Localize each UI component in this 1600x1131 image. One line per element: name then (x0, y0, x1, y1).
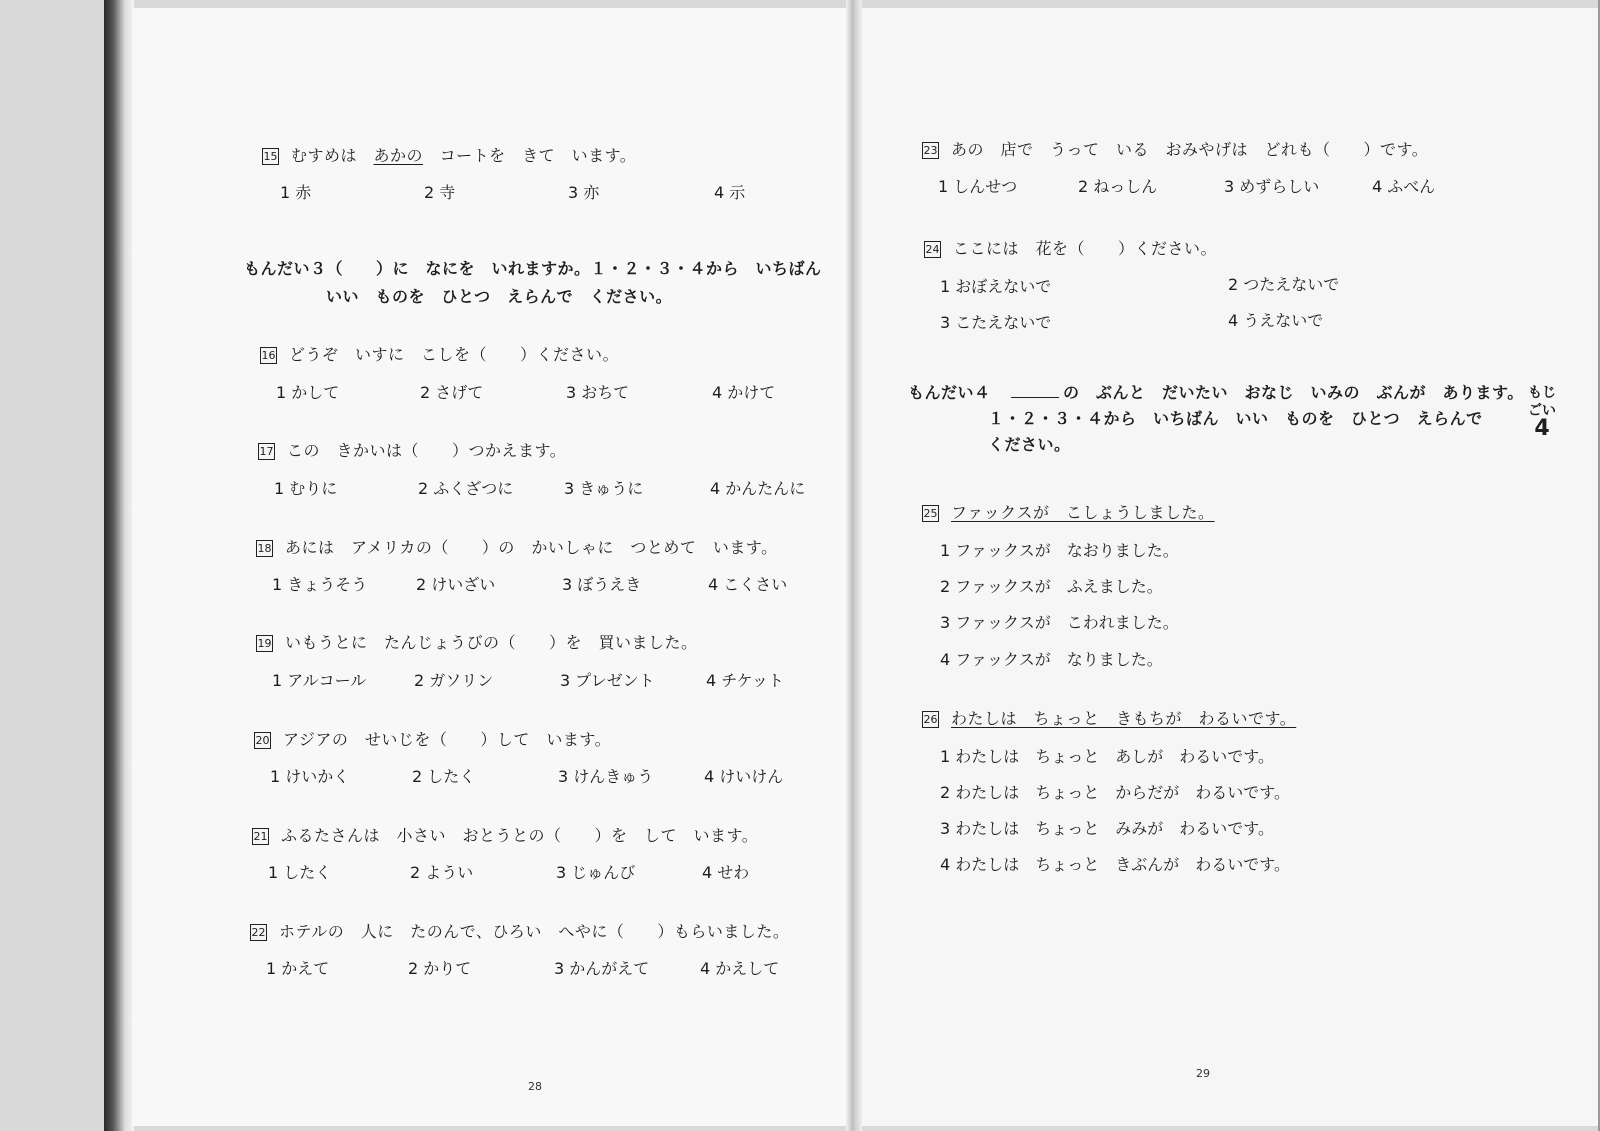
q15-option-4: 4 示 (714, 183, 746, 202)
question-number: 24 (925, 243, 940, 256)
question-26 (922, 706, 1296, 729)
book-binding (846, 0, 862, 1131)
question-number: 22 (251, 926, 266, 939)
question-23 (922, 137, 1428, 160)
q23-option-2: 2 ねっしん (1078, 177, 1158, 196)
q25-option-4: 4 ファックスが なりました。 (940, 650, 1163, 669)
question-number: 18 (257, 542, 272, 555)
underline-blank (1011, 385, 1059, 398)
q18-option-4: 4 こくさい (708, 575, 788, 594)
section-tab (1518, 384, 1566, 441)
q17-option-4: 4 かんたんに (710, 479, 806, 498)
underlined-target-word: あかの (373, 146, 424, 165)
question-text: あの 店で うって いる おみやげは どれも（ ）です。 (951, 140, 1429, 159)
page-number-right: 29 (1196, 1067, 1210, 1080)
q21-option-2: 2 ようい (410, 863, 474, 882)
q24-option-3: 3 こたえないで (940, 313, 1052, 332)
question-text-after: コートを きて います。 (439, 146, 637, 165)
question-number: 23 (923, 144, 938, 157)
mondai-4-instruction-line-2: １・２・３・４から いちばん いい ものを ひとつ えらんで (988, 409, 1483, 428)
q24-option-4: 4 うえないで (1228, 311, 1324, 330)
question-number: 26 (923, 713, 938, 726)
question-text: あには アメリカの（ ）の かいしゃに つとめて います。 (285, 538, 778, 557)
q22-option-3: 3 かんがえて (554, 959, 650, 978)
q24-option-2: 2 つたえないで (1228, 275, 1340, 294)
question-24 (924, 236, 1217, 259)
q25-option-3: 3 ファックスが こわれました。 (940, 613, 1179, 632)
question-21 (252, 823, 758, 846)
q17-option-2: 2 ふくざつに (418, 479, 514, 498)
q22-option-1: 1 かえて (266, 959, 330, 978)
q25-option-1: 1 ファックスが なおりました。 (940, 541, 1179, 560)
mondai-4-label: もんだい４ (908, 383, 991, 402)
question-text-underlined: わたしは ちょっと きもちが わるいです。 (951, 709, 1297, 728)
question-text: アジアの せいじを（ ）して います。 (283, 730, 612, 749)
q22-option-4: 4 かえして (700, 959, 780, 978)
q20-option-2: 2 したく (412, 767, 476, 786)
q19-option-4: 4 チケット (706, 671, 784, 690)
question-text: ふるたさんは 小さい おとうとの（ ）を して います。 (281, 826, 759, 845)
question-number: 20 (255, 734, 270, 747)
mondai-4-instruction-text: の ぶんと だいたい おなじ いみの ぶんが あります。 (1063, 383, 1524, 402)
question-19 (256, 630, 698, 653)
question-text: いもうとに たんじょうびの（ ）を 買いました。 (285, 633, 698, 652)
section-tab-line-2: ごい (1528, 403, 1556, 419)
q16-option-3: 3 おちて (566, 383, 630, 402)
question-number: 19 (257, 637, 272, 650)
question-text: どうぞ いすに こしを（ ）ください。 (289, 345, 620, 364)
question-16 (260, 342, 619, 365)
q21-option-1: 1 したく (268, 863, 332, 882)
question-number: 15 (263, 150, 278, 163)
q24-option-1: 1 おぼえないで (940, 277, 1052, 296)
q20-option-3: 3 けんきゅう (558, 767, 654, 786)
q16-option-2: 2 さげて (420, 383, 484, 402)
question-text: ここには 花を（ ）ください。 (953, 239, 1218, 258)
question-text-before: むすめは (291, 146, 358, 165)
q15-option-3: 3 亦 (568, 183, 600, 202)
question-22 (250, 919, 789, 942)
q16-option-1: 1 かして (276, 383, 340, 402)
q17-option-1: 1 むりに (274, 479, 338, 498)
section-tab-line-1: もじ (1528, 385, 1556, 401)
q21-option-3: 3 じゅんび (556, 863, 636, 882)
q18-option-2: 2 けいざい (416, 575, 496, 594)
q26-option-4: 4 わたしは ちょっと きぶんが わるいです。 (940, 855, 1290, 874)
question-15 (262, 143, 636, 166)
question-17 (258, 438, 566, 461)
question-text: この きかいは（ ）つかえます。 (287, 441, 567, 460)
q19-option-2: 2 ガソリン (414, 671, 494, 690)
q18-option-1: 1 きょうそう (272, 575, 368, 594)
mondai-4-instruction-line-1 (908, 380, 1524, 403)
q26-option-3: 3 わたしは ちょっと みみが わるいです。 (940, 819, 1274, 838)
page-number-left: 28 (528, 1080, 542, 1093)
q18-option-3: 3 ぼうえき (562, 575, 642, 594)
q21-option-4: 4 せわ (702, 863, 750, 882)
q20-option-1: 1 けいかく (270, 767, 350, 786)
q26-option-2: 2 わたしは ちょっと からだが わるいです。 (940, 783, 1290, 802)
q23-option-4: 4 ふべん (1372, 177, 1436, 196)
mondai-3-instruction-line-2: いい ものを ひとつ えらんで ください。 (326, 287, 673, 306)
question-number: 16 (261, 349, 276, 362)
question-text: ホテルの 人に たのんで、ひろい へやに（ ）もらいました。 (279, 922, 790, 941)
q19-option-3: 3 プレゼント (560, 671, 655, 690)
q19-option-1: 1 アルコール (272, 671, 367, 690)
mondai-3-instruction-line-1: もんだい３（ ）に なにを いれますか。１・２・３・４から いちばん (244, 259, 822, 278)
q16-option-4: 4 かけて (712, 383, 776, 402)
q20-option-4: 4 けいけん (704, 767, 784, 786)
mondai-4-instruction-line-3: ください。 (988, 435, 1071, 454)
question-number: 25 (923, 507, 938, 520)
q15-option-2: 2 寺 (424, 183, 456, 202)
question-number: 17 (259, 445, 274, 458)
q23-option-1: 1 しんせつ (938, 177, 1018, 196)
q25-option-2: 2 ファックスが ふえました。 (940, 577, 1163, 596)
section-tab-number: 4 (1534, 416, 1550, 441)
question-text-underlined: ファックスが こしょうしました。 (951, 503, 1215, 522)
question-20 (254, 727, 611, 750)
q26-option-1: 1 わたしは ちょっと あしが わるいです。 (940, 747, 1274, 766)
question-18 (256, 535, 778, 558)
q15-option-1: 1 赤 (280, 183, 312, 202)
q17-option-3: 3 きゅうに (564, 479, 644, 498)
question-number: 21 (253, 830, 268, 843)
q22-option-2: 2 かりて (408, 959, 472, 978)
question-25 (922, 500, 1215, 523)
q23-option-3: 3 めずらしい (1224, 177, 1320, 196)
book-spine-edge (104, 0, 134, 1131)
